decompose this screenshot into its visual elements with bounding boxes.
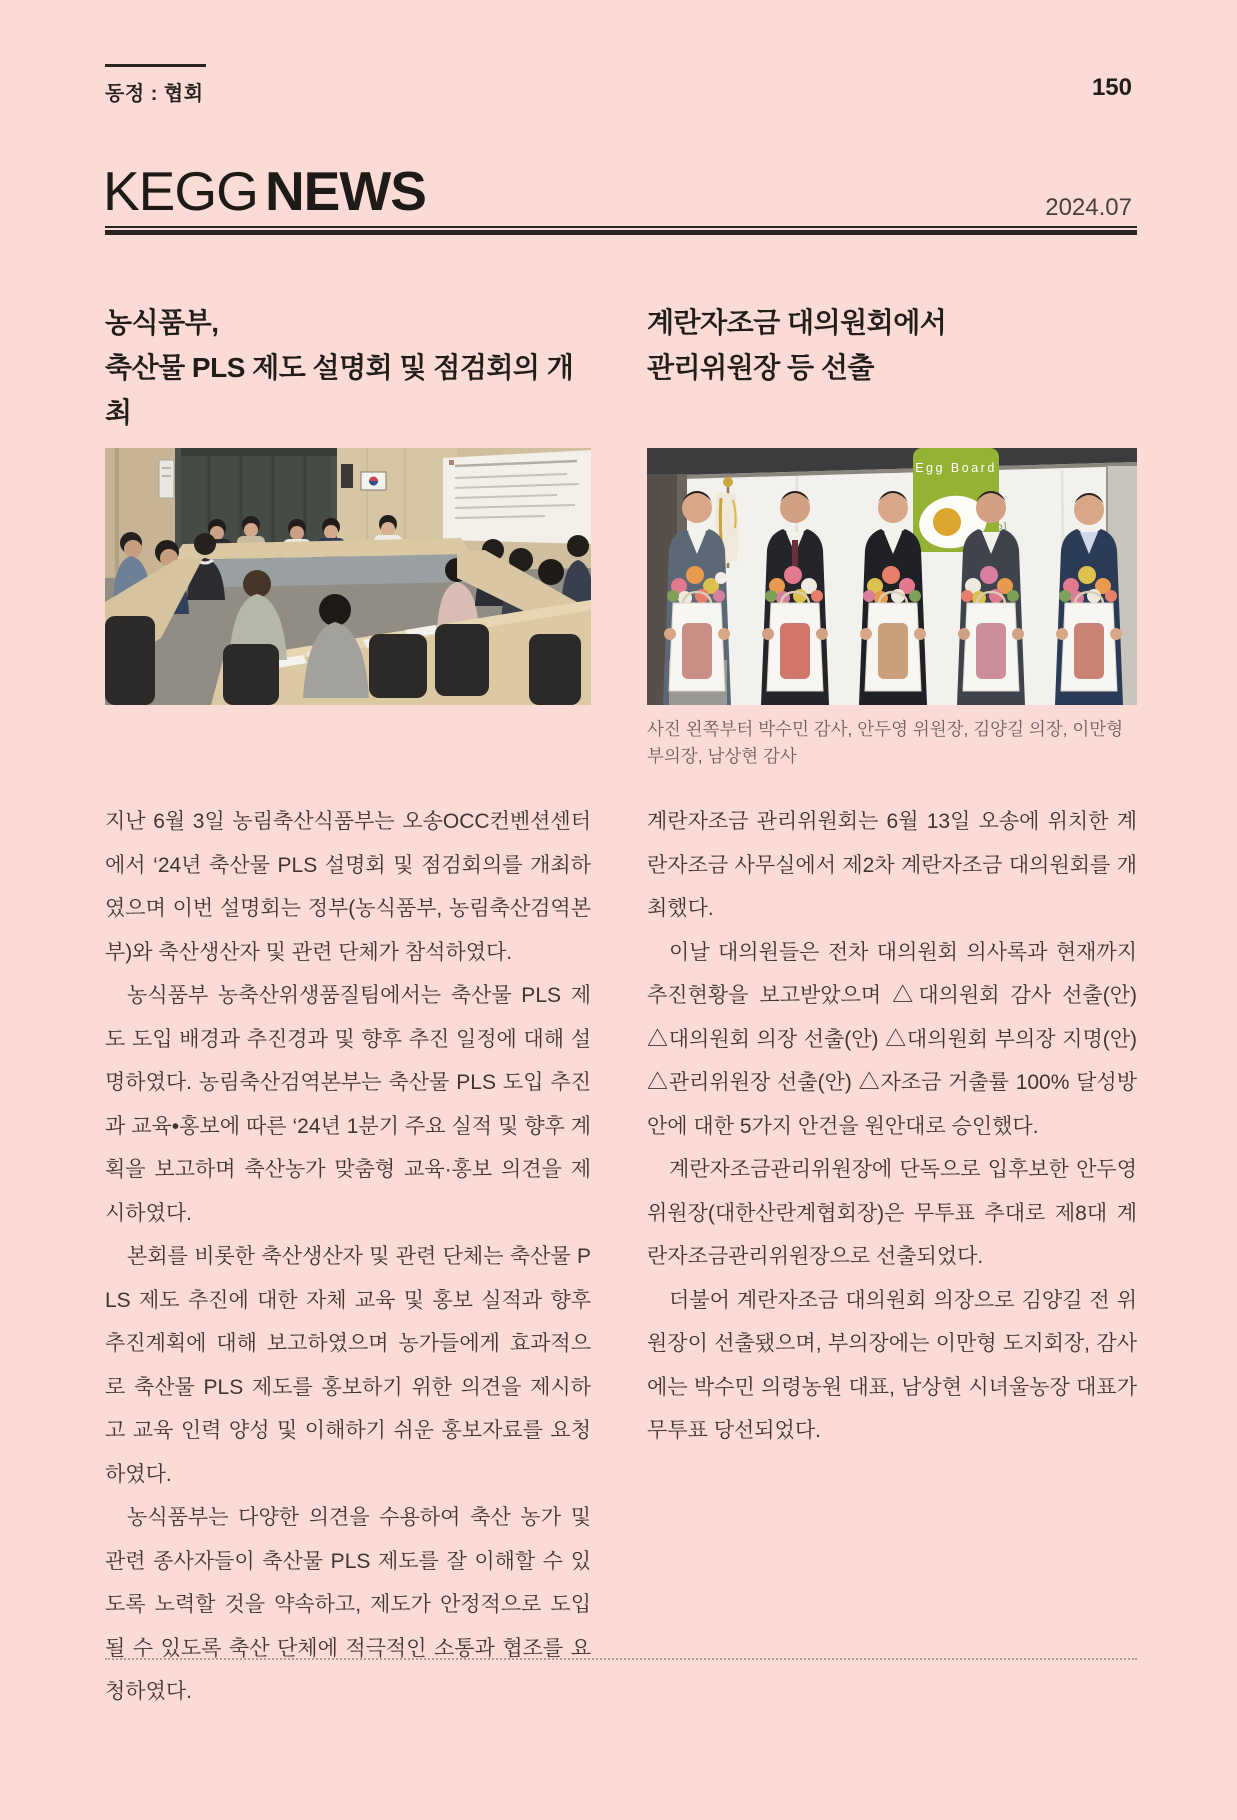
article-body-right [647, 800, 1137, 1453]
award-photo [647, 448, 1137, 705]
section-label: 동정 : 협회 [105, 83, 204, 105]
masthead-kegg: KEGG [103, 160, 258, 222]
article-body-left [105, 800, 591, 1714]
headline-left-article [105, 300, 591, 435]
page-number: 150 [1091, 74, 1132, 101]
paragraph: 더불어 계란자조금 대의원회 의장으로 김양길 전 위원장이 선출됐으며, 부의장에는 이만형 도지회장, 감사에는 박수민 의령농원 대표, 남상현 시녀울농장 대표가 무투표 당선되었다. [647, 1288, 1137, 1442]
projection-screen [443, 450, 591, 544]
headline-line1: 농식품부, [105, 307, 219, 338]
korean-flag-frame [361, 472, 386, 490]
masthead [103, 160, 426, 222]
paragraph: 본회를 비롯한 축산생산자 및 관련 단체는 축산물 PLS 제도 추진에 대한 자체 교육 및 홍보 실적과 향후 추진계획에 대해 보고하였으며 농가들에게 효과적으로 축산물 PLS 제도를 홍보하기 위한 의견을 제시하고 교육 인력 양성 및 이해하기 쉬운 홍보자료를 요청하였다. [105, 1245, 591, 1486]
issue-date: 2024.07 [1045, 194, 1132, 221]
meeting-photo [105, 448, 591, 705]
meeting-photo-illustration [105, 448, 591, 705]
paragraph: 계란자조금 관리위원회는 6월 13일 오송에 위치한 계란자조금 사무실에서 제2차 계란자조금 대의원회를 개최했다. [647, 810, 1137, 920]
headline-line2: 관리위원장 등 선출 [647, 352, 874, 383]
paragraph: 농식품부 농축산위생품질팀에서는 축산물 PLS 제도 도입 배경과 추진경과 및 향후 추진 일정에 대해 설명하였다. 농림축산검역본부는 축산물 PLS 도입 추진과 교육•홍보에 따른 ‘24년 1분기 주요 실적 및 향후 계획을 보고하며 축산농가 맞춤형 교육·홍보 의견을 제시하였다. [105, 984, 591, 1225]
award-photo-illustration [647, 448, 1137, 705]
section-rule [105, 64, 206, 67]
masthead-news: NEWS [264, 160, 426, 222]
headline-right-article [647, 300, 1137, 390]
paragraph: 지난 6월 3일 농림축산식품부는 오송OCC컨벤션센터에서 ‘24년 축산물 PLS 설명회 및 점검회의를 개최하였으며 이번 설명회는 정부(농식품부, 농림축산검역본부)와 축산생산자 및 관련 단체가 참석하였다. [105, 810, 591, 964]
photo-caption: 사진 왼쪽부터 박수민 감사, 안두영 위원장, 김양길 의장, 이만형 부의장, 남상현 감사 [647, 719, 1124, 766]
paragraph: 이날 대의원들은 전차 대의원회 의사록과 현재까지 추진현황을 보고받았으며 △대의원회 감사 선출(안) △대의원회 의장 선출(안) △대의원회 부의장 지명(안) △관리위원장 선출(안) △자조금 거출률 100% 달성방안에 대한 5가지 안건을 원안대로 승인했다. [647, 940, 1137, 1138]
egg-board-label: Egg Board [915, 461, 997, 475]
headline-line2: 축산물 PLS 제도 설명회 및 점검회의 개최 [105, 352, 574, 428]
speaker-box [341, 464, 353, 488]
masthead-rule [105, 226, 1137, 235]
bottom-dotted-rule [105, 1658, 1137, 1660]
paragraph: 농식품부는 다양한 의견을 수용하여 축산 농가 및 관련 종사자들이 축산물 PLS 제도를 잘 이해할 수 있도록 노력할 것을 약속하고, 제도가 안정적으로 도입될 수 있도록 축산 단체에 적극적인 소통과 협조를 요청하였다. [105, 1506, 591, 1703]
wall-panel [159, 460, 174, 498]
paragraph: 계란자조금관리위원장에 단독으로 입후보한 안두영 위원장(대한산란계협회장)은 무투표 추대로 제8대 계란자조금관리위원장으로 선출되었다. [647, 1158, 1137, 1268]
headline-line1: 계란자조금 대의원회에서 [647, 307, 947, 338]
